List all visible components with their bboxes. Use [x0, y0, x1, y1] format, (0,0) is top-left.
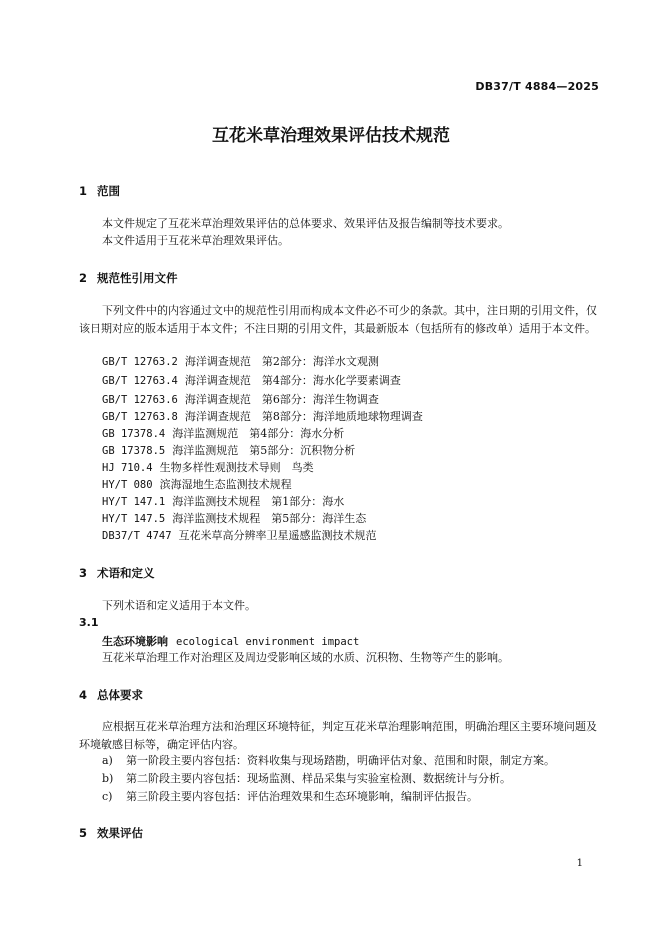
reference-code: GB 17378.5	[102, 445, 166, 457]
paragraph: 本文件规定了互花米草治理效果评估的总体要求、效果评估及报告编制等技术要求。	[102, 217, 509, 230]
paragraph: 下列文件中的内容通过文中的规范性引用而构成本文件必不可少的条款。其中，注日期的引用文件，仅该日期对应的版本适用于本文件；不注日期的引用文件，其最新版本（包括所有的修改单）适用于本文件。	[79, 304, 597, 335]
reference-name: 海洋监测规范 第4部分：海水分析	[172, 427, 345, 440]
section-1-heading	[79, 183, 120, 199]
term-name-cn: 生态环境影响	[102, 635, 168, 648]
reference-code: GB/T 12763.8	[102, 411, 178, 423]
term-name-en: ecological environment impact	[176, 636, 360, 648]
reference-name: 海洋调查规范 第6部分：海洋生物调查	[184, 393, 379, 406]
section-number: 5	[79, 826, 88, 840]
reference-item	[102, 527, 377, 546]
list-text: 第三阶段主要内容包括：评估治理效果和生态环境影响，编制评估报告。	[126, 790, 478, 803]
reference-item	[102, 372, 401, 391]
paragraph: 下列术语和定义适用于本文件。	[102, 599, 256, 612]
reference-name: 互花米草高分辨率卫星遥感监测技术规范	[178, 529, 377, 542]
reference-item	[102, 459, 314, 478]
list-text: 第一阶段主要内容包括：资料收集与现场踏勘，明确评估对象、范围和时限，制定方案。	[126, 754, 555, 767]
reference-item	[102, 493, 344, 512]
reference-name: 生物多样性观测技术导则 鸟类	[159, 461, 314, 474]
list-mark: c)	[102, 790, 113, 803]
section-title: 总体要求	[97, 688, 143, 702]
list-item	[102, 788, 478, 806]
reference-code: HY/T 080	[102, 479, 153, 491]
term-number: 3.1	[79, 616, 99, 629]
section-2-heading	[79, 270, 178, 286]
reference-code: DB37/T 4747	[102, 530, 172, 542]
reference-item	[102, 408, 423, 427]
section-number: 4	[79, 688, 88, 702]
reference-name: 海洋监测规范 第5部分：沉积物分析	[172, 444, 356, 457]
term-name	[102, 633, 359, 649]
reference-code: GB/T 12763.6	[102, 394, 178, 406]
reference-item	[102, 476, 292, 495]
reference-code: GB/T 12763.2	[102, 356, 178, 368]
reference-name: 海洋调查规范 第8部分：海洋地质地球物理调查	[184, 410, 423, 423]
reference-code: HY/T 147.1	[102, 496, 166, 508]
reference-item	[102, 510, 366, 529]
section-title: 范围	[97, 184, 120, 198]
reference-item	[102, 442, 355, 461]
document-title: 互花米草治理效果评估技术规范	[212, 126, 450, 146]
section-title: 效果评估	[97, 826, 143, 840]
reference-name: 海洋监测技术规程 第5部分：海洋生态	[172, 512, 367, 525]
section-title: 规范性引用文件	[97, 271, 178, 285]
reference-code: HJ 710.4	[102, 462, 153, 474]
reference-item	[102, 353, 379, 372]
paragraph: 本文件适用于互花米草治理效果评估。	[102, 234, 289, 247]
reference-name: 滨海湿地生态监测技术规程	[159, 478, 292, 491]
list-mark: b)	[102, 772, 114, 785]
list-text: 第二阶段主要内容包括：现场监测、样品采集与实验室检测、数据统计与分析。	[126, 772, 511, 785]
reference-name: 海洋调查规范 第4部分：海水化学要素调查	[184, 374, 401, 387]
section-number: 2	[79, 271, 88, 285]
term-definition: 互花米草治理工作对治理区及周边受影响区域的水质、沉积物、生物等产生的影响。	[102, 651, 509, 664]
section-3-heading	[79, 565, 155, 581]
list-item	[102, 770, 511, 788]
reference-item	[102, 425, 344, 444]
list-item	[102, 752, 555, 770]
paragraph: 应根据互花米草治理方法和治理区环境特征，判定互花米草治理影响范围，明确治理区主要环境问题及环境敏感目标等，确定评估内容。	[79, 720, 597, 751]
section-5-heading	[79, 825, 143, 841]
reference-item	[102, 391, 379, 410]
section-number: 3	[79, 566, 88, 580]
list-mark: a)	[102, 754, 113, 767]
reference-code: HY/T 147.5	[102, 513, 166, 525]
section-number: 1	[79, 184, 88, 198]
reference-name: 海洋监测技术规程 第1部分：海水	[172, 495, 345, 508]
reference-name: 海洋调查规范 第2部分：海洋水文观测	[184, 355, 379, 368]
reference-code: GB/T 12763.4	[102, 375, 178, 387]
standard-number: DB37/T 4884—2025	[475, 80, 599, 93]
section-4-heading	[79, 687, 143, 703]
reference-code: GB 17378.4	[102, 428, 166, 440]
section-title: 术语和定义	[97, 566, 155, 580]
page-number: 1	[576, 858, 583, 869]
